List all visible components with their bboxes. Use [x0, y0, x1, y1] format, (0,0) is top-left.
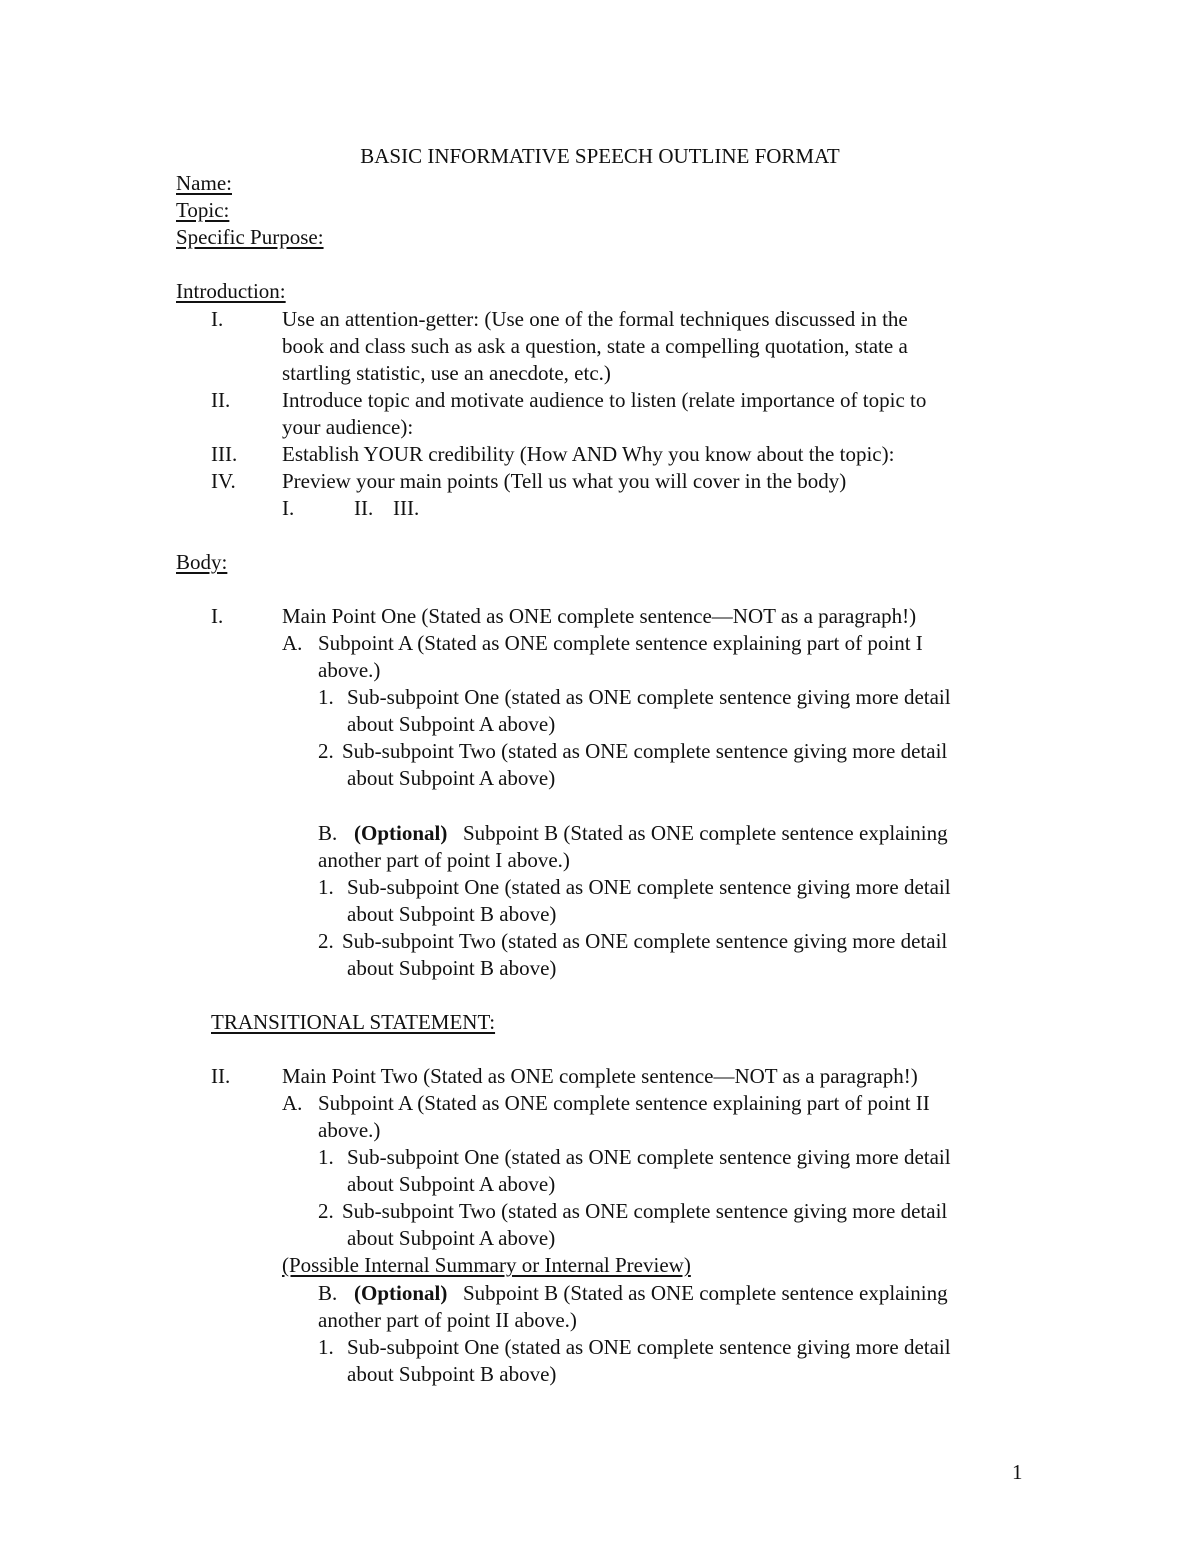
subpoint-text: Subpoint B (Stated as ONE complete sentence explaining: [463, 821, 948, 845]
sub-subpoint-text: Sub-subpoint One (stated as ONE complete sentence giving more detail: [347, 875, 951, 899]
transitional-statement-heading: TRANSITIONAL STATEMENT:: [211, 1010, 496, 1034]
sub-subpoint-text: Sub-subpoint Two (stated as ONE complete sentence giving more detail: [342, 1199, 948, 1223]
optional-label: (Optional): [354, 821, 448, 845]
subpoint-text: another part of point II above.): [318, 1308, 577, 1332]
introduction-heading: Introduction:: [176, 279, 286, 303]
intro-item-text: Preview your main points (Tell us what you will cover in the body): [282, 469, 847, 493]
subpoint-text: Subpoint A (Stated as ONE complete sentence explaining part of point II: [318, 1091, 930, 1115]
intro-item-text: Use an attention-getter: (Use one of the formal techniques discussed in the: [282, 307, 908, 331]
sub-subpoint-text: Sub-subpoint One (stated as ONE complete sentence giving more detail: [347, 685, 951, 709]
subpoint-letter: B.: [318, 821, 338, 845]
main-point-text: Main Point Two (Stated as ONE complete sentence—NOT as a paragraph!): [282, 1064, 918, 1088]
intro-item-number: II.: [211, 388, 231, 412]
sub-subpoint-text: about Subpoint A above): [347, 712, 556, 736]
page-title: BASIC INFORMATIVE SPEECH OUTLINE FORMAT: [360, 144, 840, 168]
intro-item-text: your audience):: [282, 415, 414, 439]
sub-subpoint-number: 1.: [318, 1335, 334, 1359]
body-heading: Body:: [176, 550, 228, 574]
intro-item-number: III.: [211, 442, 238, 466]
preview-number: I.: [282, 496, 295, 520]
subpoint-text: above.): [318, 1118, 381, 1142]
sub-subpoint-text: about Subpoint A above): [347, 1172, 556, 1196]
intro-item-text: book and class such as ask a question, state a compelling quotation, state a: [282, 334, 908, 358]
sub-subpoint-text: Sub-subpoint One (stated as ONE complete sentence giving more detail: [347, 1335, 951, 1359]
sub-subpoint-number: 2.: [318, 929, 334, 953]
sub-subpoint-text: about Subpoint B above): [347, 1362, 557, 1386]
subpoint-text: Subpoint B (Stated as ONE complete sentence explaining: [463, 1281, 948, 1305]
main-point-number: II.: [211, 1064, 231, 1088]
sub-subpoint-text: about Subpoint A above): [347, 1226, 556, 1250]
sub-subpoint-number: 2.: [318, 739, 334, 763]
sub-subpoint-text: about Subpoint A above): [347, 766, 556, 790]
preview-number: II.: [354, 496, 374, 520]
sub-subpoint-number: 1.: [318, 1145, 334, 1169]
preview-number: III.: [393, 496, 420, 520]
internal-summary-note: (Possible Internal Summary or Internal Preview): [282, 1253, 691, 1277]
subpoint-letter: A.: [282, 1091, 303, 1115]
sub-subpoint-text: about Subpoint B above): [347, 956, 557, 980]
intro-item-text: Establish YOUR credibility (How AND Why you know about the topic):: [282, 442, 895, 466]
main-point-text: Main Point One (Stated as ONE complete sentence—NOT as a paragraph!): [282, 604, 917, 628]
sub-subpoint-text: Sub-subpoint One (stated as ONE complete sentence giving more detail: [347, 1145, 951, 1169]
name-label: Name:: [176, 171, 232, 195]
intro-item-text: Introduce topic and motivate audience to listen (relate importance of topic to: [282, 388, 927, 412]
page-number: 1: [1012, 1460, 1023, 1484]
subpoint-text: Subpoint A (Stated as ONE complete sentence explaining part of point I: [318, 631, 923, 655]
subpoint-letter: B.: [318, 1281, 338, 1305]
subpoint-text: another part of point I above.): [318, 848, 570, 872]
optional-label: (Optional): [354, 1281, 448, 1305]
intro-item-number: IV.: [211, 469, 236, 493]
specific-purpose-label: Specific Purpose:: [176, 225, 324, 249]
main-point-number: I.: [211, 604, 224, 628]
topic-label: Topic:: [176, 198, 230, 222]
sub-subpoint-text: Sub-subpoint Two (stated as ONE complete sentence giving more detail: [342, 929, 948, 953]
sub-subpoint-text: about Subpoint B above): [347, 902, 557, 926]
subpoint-text: above.): [318, 658, 381, 682]
sub-subpoint-number: 1.: [318, 685, 334, 709]
intro-item-number: I.: [211, 307, 224, 331]
sub-subpoint-number: 1.: [318, 875, 334, 899]
sub-subpoint-text: Sub-subpoint Two (stated as ONE complete sentence giving more detail: [342, 739, 948, 763]
intro-item-text: startling statistic, use an anecdote, etc.): [282, 361, 611, 385]
subpoint-letter: A.: [282, 631, 303, 655]
sub-subpoint-number: 2.: [318, 1199, 334, 1223]
